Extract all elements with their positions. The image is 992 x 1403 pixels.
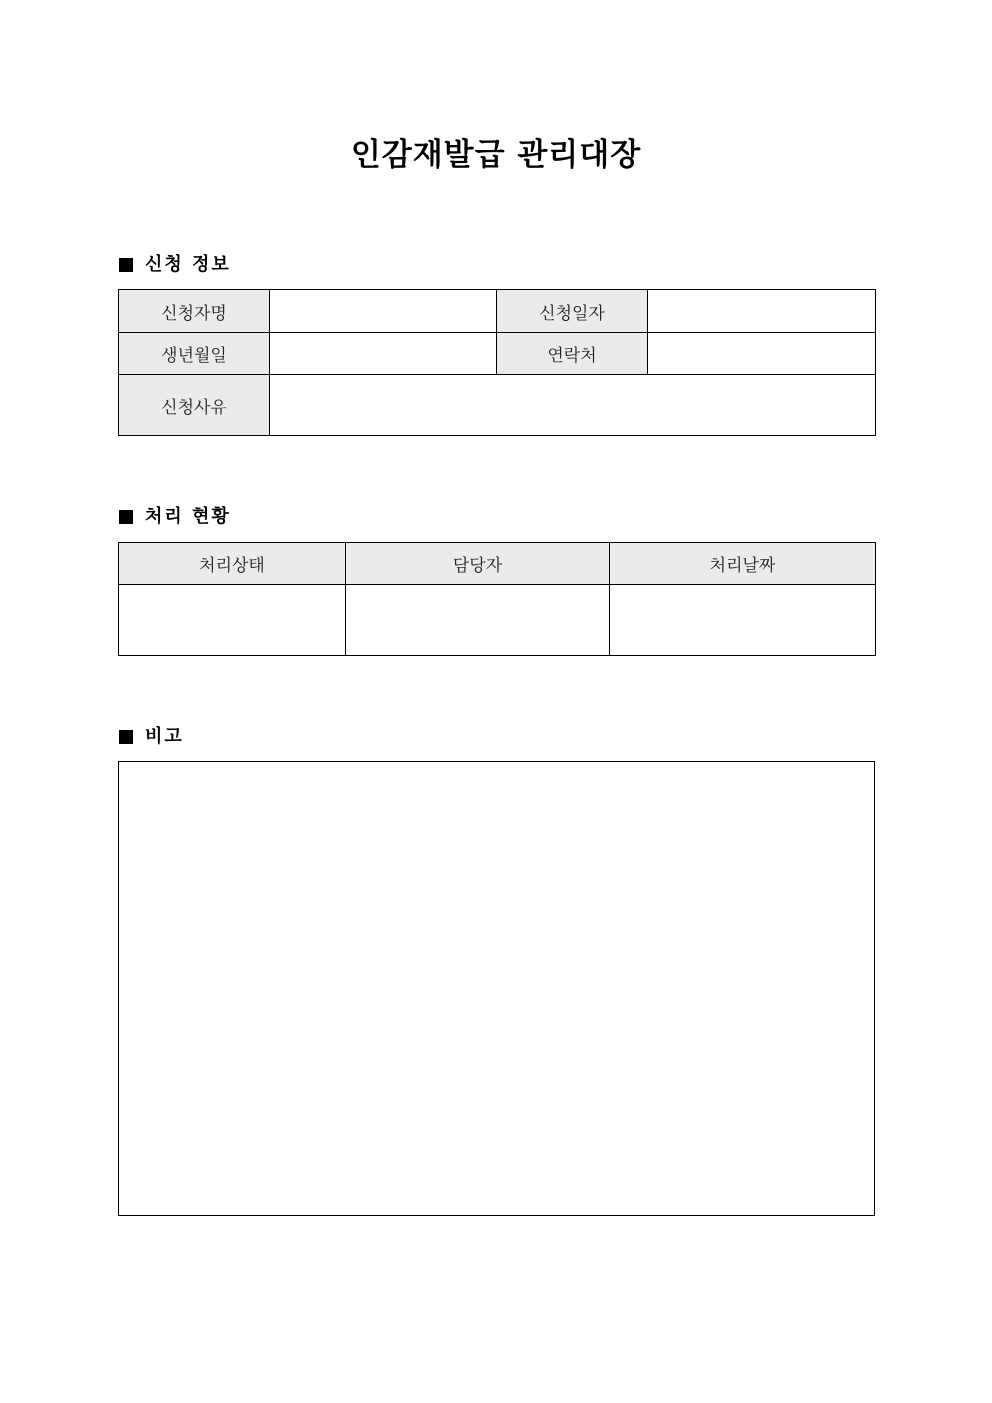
contact-field[interactable] <box>648 333 876 375</box>
status-field[interactable] <box>119 585 346 656</box>
manager-field[interactable] <box>346 585 610 656</box>
section-heading-remarks <box>119 725 184 749</box>
applicant-name-label: 신청자명 <box>119 290 270 333</box>
application-date-field[interactable] <box>648 290 876 333</box>
section-heading-applicant <box>119 253 231 277</box>
applicant-name-field[interactable] <box>270 290 497 333</box>
remarks-field[interactable] <box>118 761 875 1216</box>
section-heading-text: 처리 현황 <box>145 506 231 527</box>
section-heading-processing <box>119 505 231 529</box>
application-reason-field[interactable] <box>270 375 876 436</box>
page-title: 인감재발급 관리대장 <box>350 137 642 173</box>
section-heading-text: 비고 <box>145 726 184 747</box>
square-bullet-icon <box>119 730 133 744</box>
processing-date-header: 처리날짜 <box>610 543 876 585</box>
application-date-label: 신청일자 <box>497 290 648 333</box>
application-reason-label: 신청사유 <box>119 375 270 436</box>
manager-header: 담당자 <box>346 543 610 585</box>
processing-date-field[interactable] <box>610 585 876 656</box>
processing-status-table <box>118 542 876 656</box>
applicant-info-table <box>118 289 876 436</box>
square-bullet-icon <box>119 258 133 272</box>
square-bullet-icon <box>119 510 133 524</box>
birth-date-label: 생년월일 <box>119 333 270 375</box>
birth-date-field[interactable] <box>270 333 497 375</box>
status-header: 처리상태 <box>119 543 346 585</box>
contact-label: 연락처 <box>497 333 648 375</box>
section-heading-text: 신청 정보 <box>145 254 231 275</box>
